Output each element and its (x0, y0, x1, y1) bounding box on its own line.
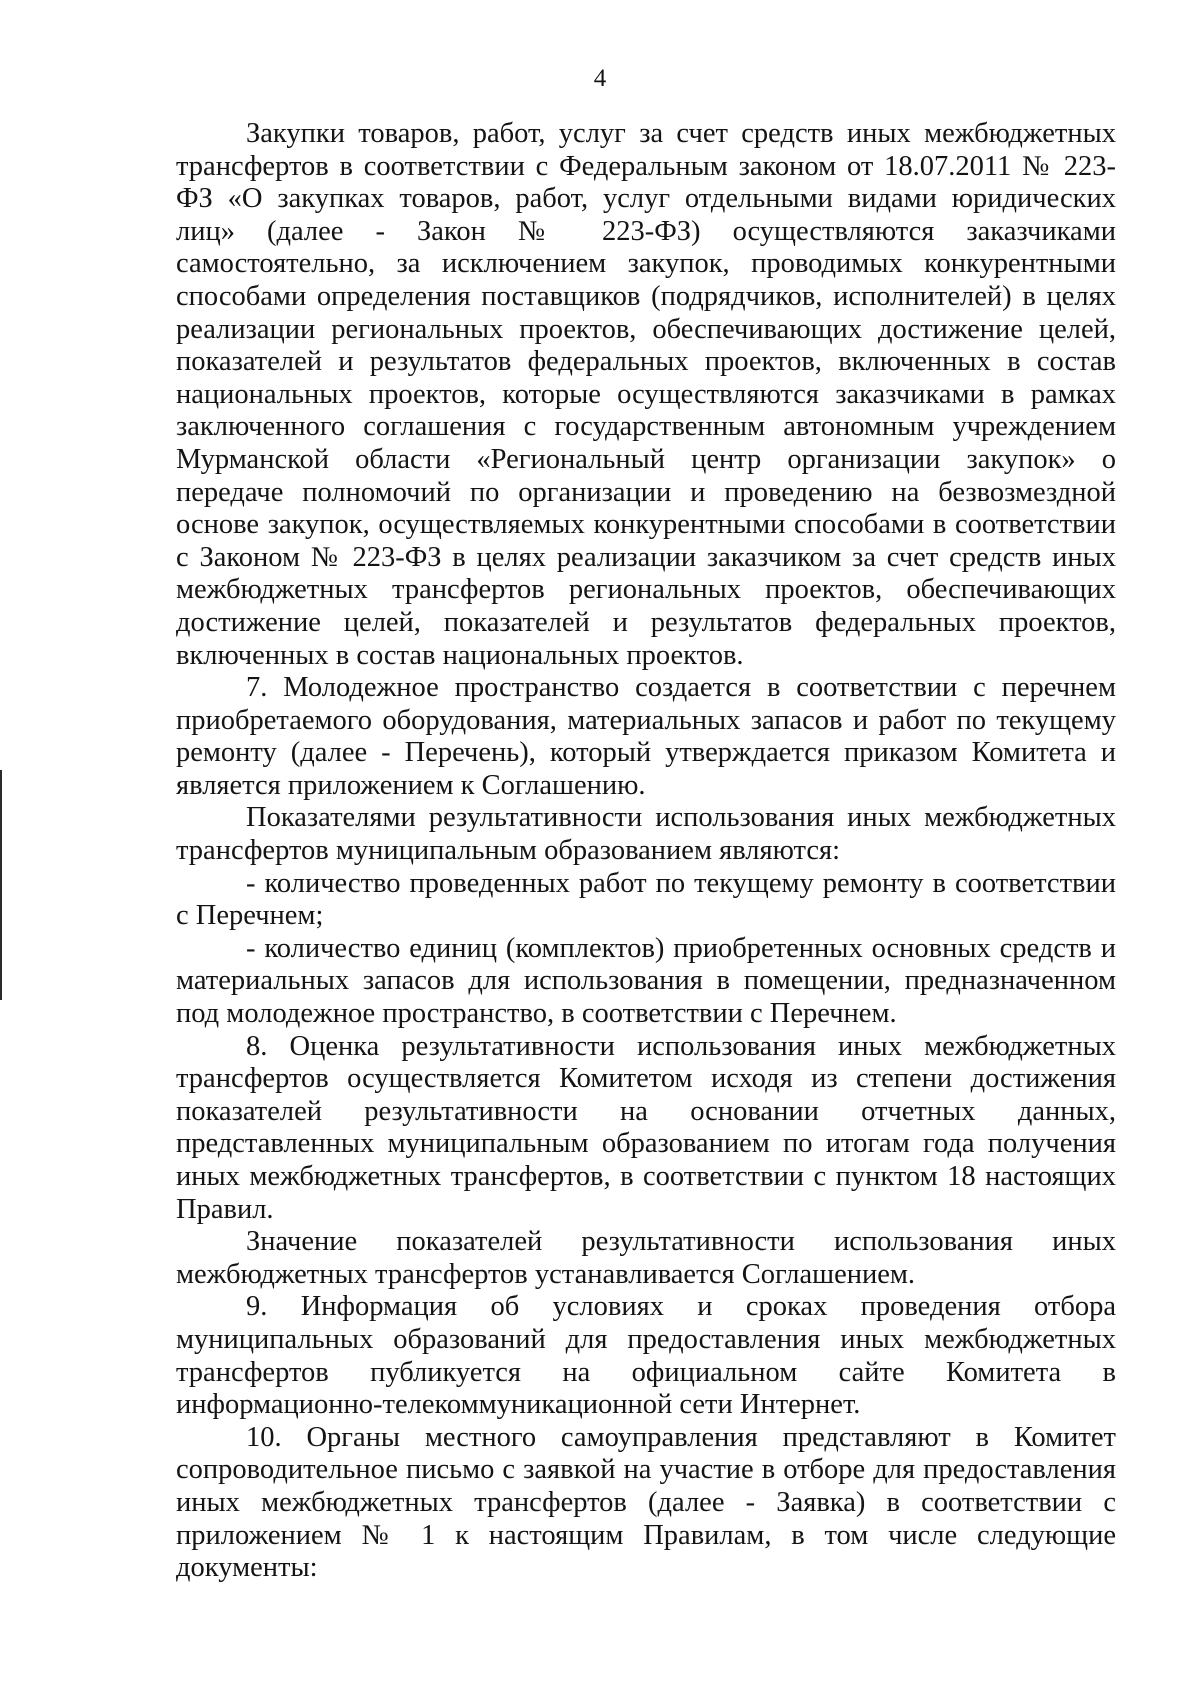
paragraph-item-7: 7. Молодежное пространство создается в соответствии с перечнем приобретаемого оборудования, материальных запасов и работ по текущему ремонту (далее - Перечень), который утверждается приказом Комитета и является приложением к Соглашению. (176, 672, 1116, 801)
paragraph-procurement: Закупки товаров, работ, услуг за счет средств иных межбюджетных трансфертов в соответствии с Федеральным законом от 18.07.2011 № 223-ФЗ «О закупках товаров, работ, услуг отдельными видами юридических лиц» (далее - Закон № 223-ФЗ) осуществляются заказчиками самостоятельно, за исключением закупок, проводимых конкурентными способами определения поставщиков (подрядчиков, исполнителей) в целях реализации региональных проектов, обеспечивающих достижение целей, показателей и результатов федеральных проектов, включенных в состав национальных проектов, которые осуществляются заказчиками в рамках заключенного соглашения с государственным автономным учреждением Мурманской области «Региональный центр организации закупок» о передаче полномочий по организации и проведению на безвозмездной основе закупок, осуществляемых конкурентными способами в соответствии с Законом № 223-ФЗ в целях реализации заказчиком за счет средств иных межбюджетных трансфертов региональных проектов, обеспечивающих достижение целей, показателей и результатов федеральных проектов, включенных в состав национальных проектов. (176, 118, 1116, 671)
document-body (176, 118, 1116, 1585)
paragraph-item-9: 9. Информация об условиях и сроках проведения отбора муниципальных образований для предоставления иных межбюджетных трансфертов публикуется на официальном сайте Комитета в информационно-телекоммуникационной сети Интернет. (176, 1291, 1116, 1421)
page-number: 4 (593, 65, 607, 92)
paragraph-indicator-values: Значение показателей результативности использования иных межбюджетных трансфертов устанавливается Соглашением. (176, 1226, 1116, 1290)
bullet-equipment-units: - количество единиц (комплектов) приобретенных основных средств и материальных запасов для использования в помещении, предназначенном под молодежное пространство, в соответствии с Перечнем. (176, 932, 1116, 1030)
paragraph-item-8: 8. Оценка результативности использования иных межбюджетных трансфертов осуществляется Комитетом исходя из степени достижения показателей результативности на основании отчетных данных, представленных муниципальным образованием по итогам года получения иных межбюджетных трансфертов, в соответствии с пунктом 18 настоящих Правил. (176, 1030, 1116, 1225)
scan-margin-line (0, 770, 2, 1000)
bullet-repair-works: - количество проведенных работ по текущему ремонту в соответствии с Перечнем; (176, 867, 1116, 932)
paragraph-indicators-intro: Показателями результативности использования иных межбюджетных трансфертов муниципальным образованием являются: (176, 802, 1116, 867)
paragraph-item-10: 10. Органы местного самоуправления представляют в Комитет сопроводительное письмо с заявкой на участие в отборе для предоставления иных межбюджетных трансфертов (далее - Заявка) в соответствии с приложением № 1 к настоящим Правилам, в том числе следующие документы: (176, 1421, 1116, 1584)
